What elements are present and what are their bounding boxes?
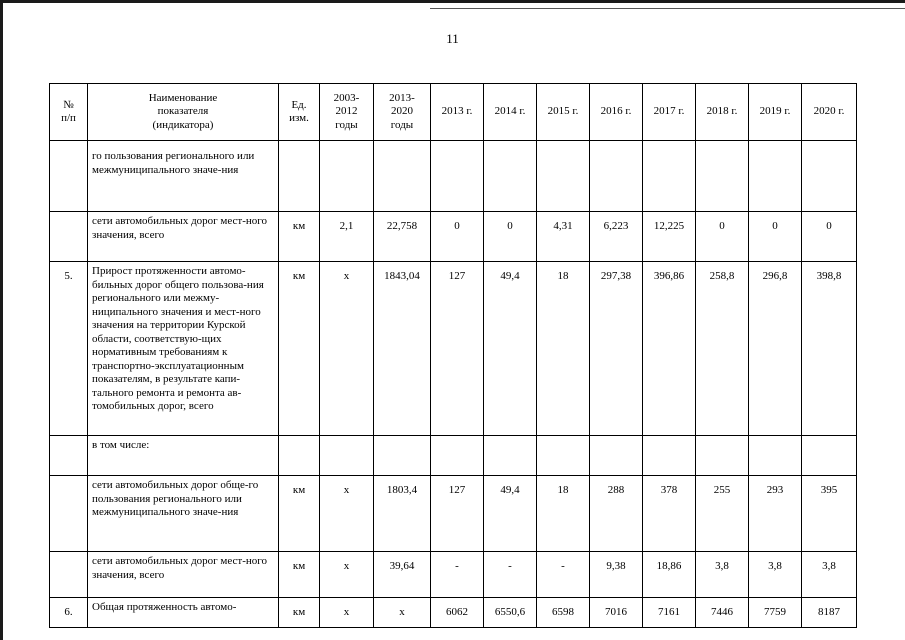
value-2018-cell: 7446 (696, 598, 749, 628)
value-2013-cell: 0 (431, 212, 484, 262)
unit-cell (279, 436, 320, 476)
header-2017: 2017 г. (643, 84, 696, 141)
value-2015-cell: 18 (537, 262, 590, 436)
value-2013-2020-cell (374, 436, 431, 476)
header-2003-2012: 2003- 2012 годы (320, 84, 374, 141)
header-2020: 2020 г. (802, 84, 857, 141)
table-row (50, 476, 857, 552)
indicator-name-cell: Общая протяженность автомо- (88, 598, 279, 628)
value-2016-cell (590, 141, 643, 212)
value-2020-cell: 8187 (802, 598, 857, 628)
value-2019-cell (749, 141, 802, 212)
indicator-name-cell: сети автомобильных дорог обще-го пользования регионального или межмуниципального значе-ния (88, 476, 279, 552)
value-2016-cell: 297,38 (590, 262, 643, 436)
value-2017-cell (643, 436, 696, 476)
value-2003-2012-cell: x (320, 552, 374, 598)
value-2019-cell: 0 (749, 212, 802, 262)
value-2017-cell: 12,225 (643, 212, 696, 262)
value-2003-2012-cell: x (320, 262, 374, 436)
unit-cell: км (279, 212, 320, 262)
top-rule (430, 8, 905, 9)
value-2014-cell (484, 141, 537, 212)
header-no: № п/п (50, 84, 88, 141)
value-2015-cell: 18 (537, 476, 590, 552)
indicator-name-cell: сети автомобильных дорог мест-ного значения, всего (88, 552, 279, 598)
row-number-cell: 5. (50, 262, 88, 436)
value-2015-cell: 6598 (537, 598, 590, 628)
header-2015: 2015 г. (537, 84, 590, 141)
value-2020-cell: 398,8 (802, 262, 857, 436)
value-2013-2020-cell: 1843,04 (374, 262, 431, 436)
row-number-cell (50, 476, 88, 552)
value-2018-cell (696, 436, 749, 476)
value-2015-cell (537, 436, 590, 476)
value-2018-cell: 255 (696, 476, 749, 552)
value-2014-cell: - (484, 552, 537, 598)
header-2018: 2018 г. (696, 84, 749, 141)
value-2018-cell (696, 141, 749, 212)
indicator-name-cell: го пользования регионального или межмуниципального значе-ния (88, 141, 279, 212)
value-2020-cell: 3,8 (802, 552, 857, 598)
value-2013-cell: 127 (431, 262, 484, 436)
row-number-cell (50, 212, 88, 262)
value-2003-2012-cell (320, 436, 374, 476)
row-number-cell (50, 141, 88, 212)
value-2003-2012-cell (320, 141, 374, 212)
value-2013-cell: - (431, 552, 484, 598)
value-2017-cell: 7161 (643, 598, 696, 628)
value-2015-cell: 4,31 (537, 212, 590, 262)
table-row (50, 141, 857, 212)
indicator-name-cell: Прирост протяженности автомо-бильных дорог общего пользова-ния регионального или межму-ниципального значения и мест-ного значения на территории Курской области, соответствую-щих нормативным требованиям к транспортно-эксплуатационным показателям, в результате капи-тального ремонта и ремонта ав-томобильных дорог, всего (88, 262, 279, 436)
header-2014: 2014 г. (484, 84, 537, 141)
header-2019: 2019 г. (749, 84, 802, 141)
value-2016-cell: 288 (590, 476, 643, 552)
indicators-table (49, 83, 857, 628)
row-number-cell (50, 436, 88, 476)
value-2017-cell: 18,86 (643, 552, 696, 598)
value-2003-2012-cell: x (320, 476, 374, 552)
value-2013-2020-cell: 1803,4 (374, 476, 431, 552)
page-edge-top (0, 0, 905, 3)
value-2013-2020-cell: 39,64 (374, 552, 431, 598)
row-number-cell: 6. (50, 598, 88, 628)
value-2020-cell (802, 436, 857, 476)
indicator-name-cell: в том числе: (88, 436, 279, 476)
value-2018-cell: 0 (696, 212, 749, 262)
value-2019-cell (749, 436, 802, 476)
table-row (50, 598, 857, 628)
table-header-row (50, 84, 857, 141)
value-2017-cell: 396,86 (643, 262, 696, 436)
value-2019-cell: 7759 (749, 598, 802, 628)
header-indicator-name: Наименование показателя (индикатора) (88, 84, 279, 141)
unit-cell: км (279, 598, 320, 628)
value-2017-cell: 378 (643, 476, 696, 552)
table-row (50, 262, 857, 436)
header-2016: 2016 г. (590, 84, 643, 141)
value-2015-cell (537, 141, 590, 212)
indicator-name-cell: сети автомобильных дорог мест-ного значения, всего (88, 212, 279, 262)
header-2013: 2013 г. (431, 84, 484, 141)
table-row (50, 552, 857, 598)
value-2013-cell: 127 (431, 476, 484, 552)
value-2013-cell: 6062 (431, 598, 484, 628)
header-2013-2020: 2013- 2020 годы (374, 84, 431, 141)
page-number: 11 (446, 31, 459, 46)
value-2018-cell: 3,8 (696, 552, 749, 598)
value-2014-cell: 49,4 (484, 476, 537, 552)
header-unit: Ед. изм. (279, 84, 320, 141)
value-2013-cell (431, 436, 484, 476)
value-2014-cell: 49,4 (484, 262, 537, 436)
value-2015-cell: - (537, 552, 590, 598)
value-2019-cell: 3,8 (749, 552, 802, 598)
unit-cell: км (279, 476, 320, 552)
value-2016-cell: 6,223 (590, 212, 643, 262)
value-2016-cell: 7016 (590, 598, 643, 628)
value-2019-cell: 293 (749, 476, 802, 552)
table-row (50, 212, 857, 262)
value-2014-cell (484, 436, 537, 476)
value-2020-cell (802, 141, 857, 212)
value-2016-cell: 9,38 (590, 552, 643, 598)
unit-cell: км (279, 262, 320, 436)
value-2003-2012-cell: 2,1 (320, 212, 374, 262)
page-edge-left (0, 0, 3, 640)
value-2020-cell: 0 (802, 212, 857, 262)
value-2013-2020-cell: 22,758 (374, 212, 431, 262)
value-2019-cell: 296,8 (749, 262, 802, 436)
value-2016-cell (590, 436, 643, 476)
table-row (50, 436, 857, 476)
value-2013-2020-cell (374, 141, 431, 212)
value-2020-cell: 395 (802, 476, 857, 552)
value-2018-cell: 258,8 (696, 262, 749, 436)
value-2014-cell: 0 (484, 212, 537, 262)
row-number-cell (50, 552, 88, 598)
value-2013-cell (431, 141, 484, 212)
value-2014-cell: 6550,6 (484, 598, 537, 628)
value-2017-cell (643, 141, 696, 212)
unit-cell: км (279, 552, 320, 598)
unit-cell (279, 141, 320, 212)
value-2003-2012-cell: x (320, 598, 374, 628)
value-2013-2020-cell: x (374, 598, 431, 628)
